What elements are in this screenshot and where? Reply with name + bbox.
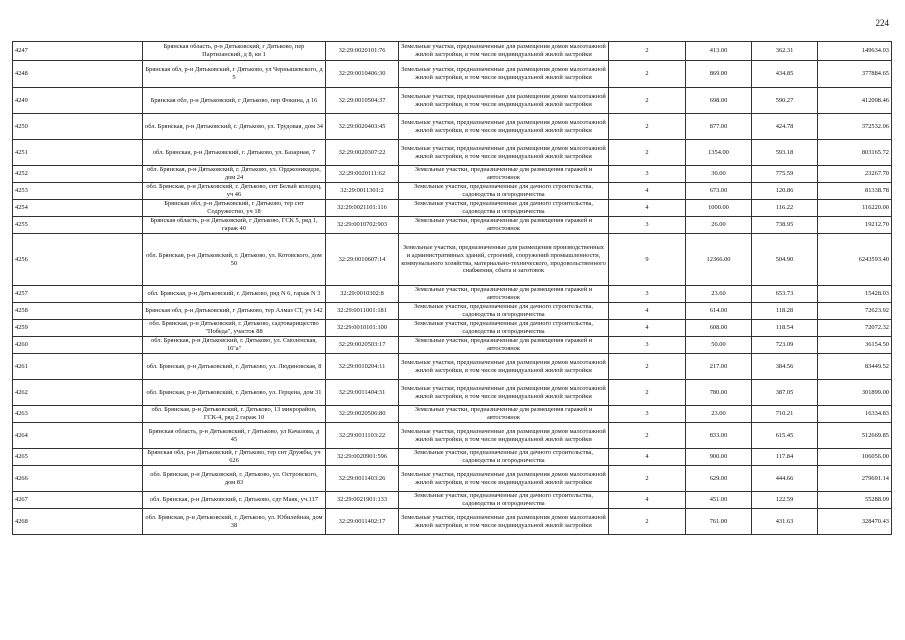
row-number: 4253 (13, 183, 143, 200)
row-group: 2 (609, 42, 686, 61)
row-area: 608.00 (686, 320, 752, 337)
table-row (13, 354, 892, 380)
row-address: обл. Брянская, р-н Дятьковский, г. Дятьково, ул. Людиновская, 8 (143, 354, 326, 380)
row-cadastral-value: 72072.32 (818, 320, 892, 337)
row-area: 451.00 (686, 492, 752, 509)
row-land-use: Земельные участки, предназначенные для размещения гаражей и автостоянок (399, 166, 609, 183)
row-specific-value: 431.63 (752, 509, 818, 535)
row-number: 4268 (13, 509, 143, 535)
row-specific-value: 775.59 (752, 166, 818, 183)
row-address: Брянская обл, р-н Дятьковский, г Дятьково, тер снт Дружбы, уч 626 (143, 449, 326, 466)
row-land-use: Земельные участки, предназначенные для размещения домов малоэтажной жилой застройки, в том числе индивидуальной жилой застройки (399, 466, 609, 492)
row-area: 23.00 (686, 406, 752, 423)
row-number: 4265 (13, 449, 143, 466)
row-cadastral-number: 32:29:0020101:76 (326, 42, 399, 61)
row-land-use: Земельные участки, предназначенные для дачного строительства, садоводства и огородничества (399, 449, 609, 466)
row-land-use: Земельные участки, предназначенные для размещения домов малоэтажной жилой застройки, в том числе индивидуальной жилой застройки (399, 88, 609, 114)
row-area: 217.00 (686, 354, 752, 380)
row-cadastral-number: 32:29:0011404:31 (326, 380, 399, 406)
row-cadastral-value: 15428.03 (818, 286, 892, 303)
row-specific-value: 118.28 (752, 303, 818, 320)
row-number: 4266 (13, 466, 143, 492)
row-cadastral-number: 32:29:0010504:37 (326, 88, 399, 114)
row-group: 3 (609, 286, 686, 303)
row-number: 4263 (13, 406, 143, 423)
row-address: Брянская обл, р-н Дятьковский, г Дятьково, тер снт Содружество, уч 18 (143, 200, 326, 217)
row-cadastral-value: 19212.70 (818, 217, 892, 234)
row-group: 4 (609, 492, 686, 509)
row-area: 877.00 (686, 114, 752, 140)
row-address: обл. Брянская, р-н Дятьковский, г. Дятьково, ул. Герцена, дом 31 (143, 380, 326, 406)
row-land-use: Земельные участки, предназначенные для размещения домов малоэтажной жилой застройки, в том числе индивидуальной жилой застройки (399, 61, 609, 88)
row-number: 4258 (13, 303, 143, 320)
row-cadastral-value: 106056.00 (818, 449, 892, 466)
row-address: обл. Брянская, р-н Дятьковский, г. Дятьково, ул. Юбилейная, дом 38 (143, 509, 326, 535)
row-land-use: Земельные участки, предназначенные для дачного строительства, садоводства и огородничества (399, 303, 609, 320)
row-area: 30.00 (686, 166, 752, 183)
row-specific-value: 710.21 (752, 406, 818, 423)
row-address: обл. Брянская, р-н Дятьковский, г. Дятьково, 13 микрорайон, ГСК-4, ряд 2 гараж 10 (143, 406, 326, 423)
row-specific-value: 590.27 (752, 88, 818, 114)
row-cadastral-number: 32:29:0010607:14 (326, 234, 399, 286)
row-address: обл. Брянская, р-н Дятьковский, г. Дятьково, ул. Островского, дом 83 (143, 466, 326, 492)
table-row (13, 449, 892, 466)
row-specific-value: 593.18 (752, 140, 818, 166)
row-address: Брянская обл, р-н Дятьковский, г Дятьково, ул Чернышевского, д 5 (143, 61, 326, 88)
row-cadastral-value: 803165.72 (818, 140, 892, 166)
row-specific-value: 118.54 (752, 320, 818, 337)
row-area: 900.00 (686, 449, 752, 466)
row-area: 833.00 (686, 423, 752, 449)
row-area: 1354.00 (686, 140, 752, 166)
row-number: 4249 (13, 88, 143, 114)
row-cadastral-number: 32:29:0020307:22 (326, 140, 399, 166)
row-address: обл. Брянская, р-н Дятьковский, г. Дятьково, ул. Трудовая, дом 34 (143, 114, 326, 140)
row-cadastral-number: 32:29:0010101:100 (326, 320, 399, 337)
row-land-use: Земельные участки, предназначенные для размещения домов малоэтажной жилой застройки, в том числе индивидуальной жилой застройки (399, 354, 609, 380)
row-land-use: Земельные участки, предназначенные для размещения гаражей и автостоянок (399, 337, 609, 354)
table-row (13, 166, 892, 183)
table-row (13, 423, 892, 449)
row-cadastral-number: 32:29:0010702:903 (326, 217, 399, 234)
row-number: 4251 (13, 140, 143, 166)
row-area: 12366.00 (686, 234, 752, 286)
table-row (13, 114, 892, 140)
row-address: Брянская область, р-н Дятьковский, г Дятьково, пер Партизанский, д 8, кв 1 (143, 42, 326, 61)
table-row (13, 492, 892, 509)
page-number: 224 (875, 18, 889, 28)
table-row (13, 88, 892, 114)
row-area: 413.00 (686, 42, 752, 61)
row-number: 4262 (13, 380, 143, 406)
row-cadastral-number: 32:29:0010204:11 (326, 354, 399, 380)
row-cadastral-value: 149634.03 (818, 42, 892, 61)
row-group: 2 (609, 88, 686, 114)
table-row (13, 509, 892, 535)
row-specific-value: 122.59 (752, 492, 818, 509)
row-land-use: Земельные участки, предназначенные для размещения домов малоэтажной жилой застройки, в том числе индивидуальной жилой застройки (399, 42, 609, 61)
row-specific-value: 384.56 (752, 354, 818, 380)
row-group: 4 (609, 449, 686, 466)
row-cadastral-value: 377884.65 (818, 61, 892, 88)
row-area: 629.00 (686, 466, 752, 492)
row-land-use: Земельные участки, предназначенные для дачного строительства, садоводства и огородничества (399, 320, 609, 337)
row-group: 2 (609, 114, 686, 140)
row-address: Брянская обл, р-н Дятьковский, г Дятьково, тер Алмаз СТ, уч 142 (143, 303, 326, 320)
table-row (13, 61, 892, 88)
row-group: 2 (609, 380, 686, 406)
row-area: 761.00 (686, 509, 752, 535)
row-number: 4261 (13, 354, 143, 380)
row-number: 4257 (13, 286, 143, 303)
row-specific-value: 116.22 (752, 200, 818, 217)
row-address: обл. Брянская, р-н Дятьковский, г. Дятьково, ул. Базарная, 7 (143, 140, 326, 166)
row-group: 3 (609, 406, 686, 423)
row-cadastral-value: 16334.83 (818, 406, 892, 423)
row-area: 780.00 (686, 380, 752, 406)
row-specific-value: 738.95 (752, 217, 818, 234)
row-number: 4267 (13, 492, 143, 509)
row-land-use: Земельные участки, предназначенные для размещения гаражей и автостоянок (399, 286, 609, 303)
row-number: 4250 (13, 114, 143, 140)
row-land-use: Земельные участки, предназначенные для размещения домов малоэтажной жилой застройки, в том числе индивидуальной жилой застройки (399, 114, 609, 140)
row-specific-value: 120.86 (752, 183, 818, 200)
row-area: 869.00 (686, 61, 752, 88)
row-group: 2 (609, 140, 686, 166)
row-specific-value: 723.09 (752, 337, 818, 354)
table-row (13, 406, 892, 423)
row-area: 26.00 (686, 217, 752, 234)
row-group: 2 (609, 423, 686, 449)
row-number: 4259 (13, 320, 143, 337)
row-number: 4256 (13, 234, 143, 286)
row-cadastral-value: 6243593.40 (818, 234, 892, 286)
row-cadastral-value: 83449.52 (818, 354, 892, 380)
row-address: обл. Брянская, р-н Дятьковский, г. Дятьково, ряд N 6, гараж N 3 (143, 286, 326, 303)
row-specific-value: 653.73 (752, 286, 818, 303)
row-cadastral-number: 32:29:0010302:8 (326, 286, 399, 303)
table-row (13, 303, 892, 320)
row-cadastral-number: 32:29:0011301:2 (326, 183, 399, 200)
table-row (13, 380, 892, 406)
row-group: 3 (609, 337, 686, 354)
row-number: 4254 (13, 200, 143, 217)
row-group: 3 (609, 166, 686, 183)
registry-rows (13, 42, 892, 535)
row-group: 4 (609, 303, 686, 320)
row-specific-value: 615.45 (752, 423, 818, 449)
row-specific-value: 504.90 (752, 234, 818, 286)
table-row (13, 140, 892, 166)
row-cadastral-number: 32:29:0021101:116 (326, 200, 399, 217)
row-cadastral-number: 32:29:0011001:181 (326, 303, 399, 320)
row-land-use: Земельные участки, предназначенные для размещения гаражей и автостоянок (399, 217, 609, 234)
row-number: 4264 (13, 423, 143, 449)
row-group: 4 (609, 183, 686, 200)
row-cadastral-value: 55288.09 (818, 492, 892, 509)
row-specific-value: 117.84 (752, 449, 818, 466)
row-number: 4255 (13, 217, 143, 234)
row-specific-value: 362.31 (752, 42, 818, 61)
row-specific-value: 387.05 (752, 380, 818, 406)
table-row (13, 217, 892, 234)
row-cadastral-number: 32:29:0020503:17 (326, 337, 399, 354)
table-row (13, 320, 892, 337)
row-area: 50.00 (686, 337, 752, 354)
registry-table (12, 41, 892, 535)
row-address: Брянская обл, р-н Дятьковский, г Дятьково, пер Фокина, д 16 (143, 88, 326, 114)
row-group: 4 (609, 200, 686, 217)
row-cadastral-number: 32:29:0020506:80 (326, 406, 399, 423)
row-address: обл. Брянская, р-н Дятьковский, г. Дятьково, сдт Маяк, уч.117 (143, 492, 326, 509)
row-land-use: Земельные участки, предназначенные для дачного строительства, садоводства и огородничества (399, 200, 609, 217)
row-land-use: Земельные участки, предназначенные для дачного строительства, садоводства и огородничества (399, 183, 609, 200)
table-row (13, 42, 892, 61)
row-land-use: Земельные участки, предназначенные для размещения производственных и административных зданий, строений, сооружений промышленности, коммунального хозяйства, материально-технического, продовольственного снабжения, сбыта и заготовок (399, 234, 609, 286)
row-address: обл. Брянская, р-н Дятьковский, г. Дятьково, садтоварищество "Победа", участок 88 (143, 320, 326, 337)
row-cadastral-value: 116220.00 (818, 200, 892, 217)
table-row (13, 286, 892, 303)
row-group: 2 (609, 61, 686, 88)
row-land-use: Земельные участки, предназначенные для размещения домов малоэтажной жилой застройки, в том числе индивидуальной жилой застройки (399, 423, 609, 449)
row-cadastral-value: 72623.92 (818, 303, 892, 320)
row-specific-value: 434.85 (752, 61, 818, 88)
row-group: 2 (609, 354, 686, 380)
table-row (13, 337, 892, 354)
row-specific-value: 424.78 (752, 114, 818, 140)
table-row (13, 200, 892, 217)
row-cadastral-value: 412008.46 (818, 88, 892, 114)
row-land-use: Земельные участки, предназначенные для дачного строительства, садоводства и огородничества (399, 492, 609, 509)
table-row (13, 234, 892, 286)
row-address: обл. Брянская, р-н Дятьковский, г. Дятьково, ул. Орджоникидзе, дом 24 (143, 166, 326, 183)
row-address: Брянская область, р-н Дятьковский, г Дятьково, ГСК 5, ряд 1, гараж 40 (143, 217, 326, 234)
row-land-use: Земельные участки, предназначенные для размещения домов малоэтажной жилой застройки, в том числе индивидуальной жилой застройки (399, 380, 609, 406)
row-cadastral-number: 32:29:0020901:596 (326, 449, 399, 466)
row-cadastral-value: 36154.50 (818, 337, 892, 354)
row-cadastral-number: 32:29:0011103:22 (326, 423, 399, 449)
row-address: обл. Брянская, р-н Дятьковский, г. Дятьково, ул. Смоленская, 16"а" (143, 337, 326, 354)
row-cadastral-number: 32:29:0020403:45 (326, 114, 399, 140)
row-cadastral-value: 23267.70 (818, 166, 892, 183)
row-area: 673.00 (686, 183, 752, 200)
row-cadastral-value: 81338.78 (818, 183, 892, 200)
row-address: обл. Брянская, р-н Дятьковский, г. Дятьково, снт Белый колодец, уч 46 (143, 183, 326, 200)
row-cadastral-number: 32:29:0020111:62 (326, 166, 399, 183)
row-group: 3 (609, 217, 686, 234)
row-cadastral-number: 32:29:0021901:133 (326, 492, 399, 509)
row-group: 9 (609, 234, 686, 286)
row-group: 4 (609, 320, 686, 337)
row-number: 4248 (13, 61, 143, 88)
row-address: обл. Брянская, р-н Дятьковский, г. Дятьково, ул. Котовского, дом 50 (143, 234, 326, 286)
row-address: Брянская область, р-н Дятьковский, г Дятьково, ул Качалова, д 45 (143, 423, 326, 449)
row-number: 4247 (13, 42, 143, 61)
row-area: 1000.00 (686, 200, 752, 217)
row-cadastral-value: 279691.14 (818, 466, 892, 492)
row-group: 2 (609, 509, 686, 535)
row-land-use: Земельные участки, предназначенные для размещения домов малоэтажной жилой застройки, в том числе индивидуальной жилой застройки (399, 140, 609, 166)
table-row (13, 466, 892, 492)
row-number: 4252 (13, 166, 143, 183)
row-number: 4260 (13, 337, 143, 354)
row-cadastral-value: 512669.85 (818, 423, 892, 449)
row-land-use: Земельные участки, предназначенные для размещения гаражей и автостоянок (399, 406, 609, 423)
row-area: 614.00 (686, 303, 752, 320)
row-area: 23.60 (686, 286, 752, 303)
row-cadastral-number: 32:29:0010406:30 (326, 61, 399, 88)
row-land-use: Земельные участки, предназначенные для размещения домов малоэтажной жилой застройки, в том числе индивидуальной жилой застройки (399, 509, 609, 535)
row-cadastral-number: 32:29:0011403:26 (326, 466, 399, 492)
row-group: 2 (609, 466, 686, 492)
row-cadastral-value: 328470.43 (818, 509, 892, 535)
row-specific-value: 444.66 (752, 466, 818, 492)
row-cadastral-number: 32:29:0011402:17 (326, 509, 399, 535)
row-cadastral-value: 301899.00 (818, 380, 892, 406)
row-area: 698.00 (686, 88, 752, 114)
table-row (13, 183, 892, 200)
row-cadastral-value: 372532.06 (818, 114, 892, 140)
